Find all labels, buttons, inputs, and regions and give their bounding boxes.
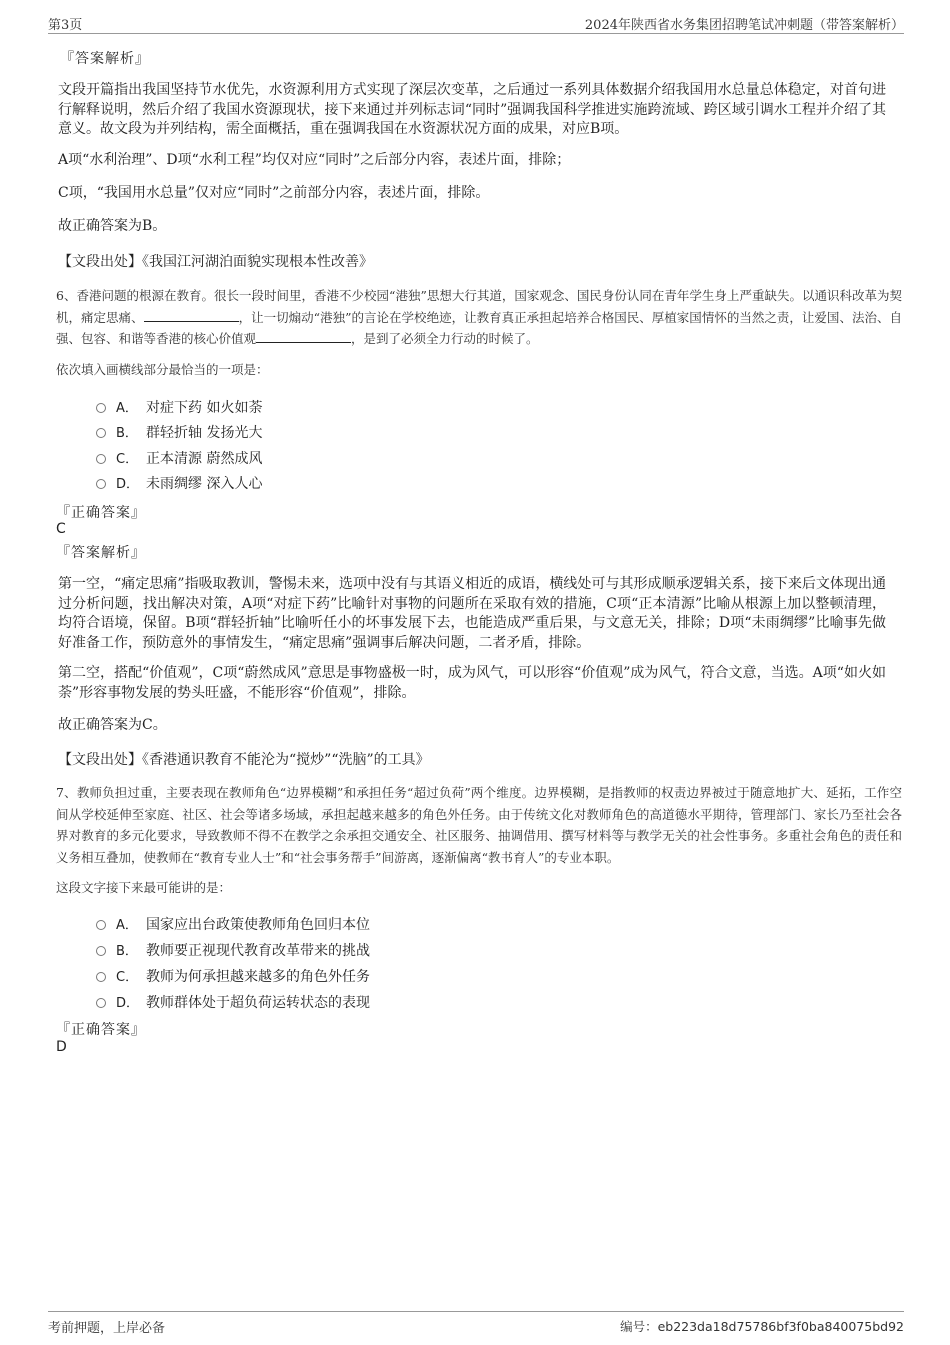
- q6-analysis-label: 『答案解析』: [56, 545, 146, 561]
- q5-analysis-p2: A项“水利治理”、D项“水利工程”均仅对应“同时”之后部分内容，表述片面，排除；: [58, 152, 571, 168]
- q6-text-part1: 6、香港问题的根源在教育。很长一段时间里，香港不少校园“港独”思想大行其道，国家观念、国民身份认同在青年学生身上严重缺失。以通识科改革为契机，痛定思痛、: [56, 288, 902, 325]
- q6-blank-1: [144, 310, 239, 322]
- radio-icon[interactable]: [96, 998, 106, 1008]
- q6-conclusion: 故正确答案为C。: [58, 717, 167, 733]
- q7-prompt: 这段文字接下来最可能讲的是：: [56, 880, 232, 895]
- q5-analysis-p1: 文段开篇指出我国坚持节水优先，水资源利用方式实现了深层次变革，之后通过一系列具体数据介绍我国用水总量总体稳定，对首句进行解释说明，然后介绍了我国水资源现状，接下来通过并列标志词“同时”强调我国科学推进实施跨流域、跨区域引调水工程并介绍了其意义。故文段为并列结构，需全面概括，重在强调我国在水资源状况方面的成果，对应B项。: [58, 82, 886, 137]
- q7-answer: D: [56, 1039, 67, 1055]
- radio-icon[interactable]: [96, 920, 106, 930]
- footer-slogan: 考前押题，上岸必备: [48, 1321, 166, 1336]
- q5-conclusion: 故正确答案为B。: [58, 218, 167, 234]
- q7-question-text: 7、教师负担过重，主要表现在教师角色“边界模糊”和承担任务“超过负荷”两个维度。边界模糊，是指教师的权责边界被过于随意地扩大、延拓，工作空间从学校延伸至家庭、社区、社会等诸多场域，承担起越来越多的角色外任务。由于传统文化对教师角色的高道德水平期待，管理部门、家长乃至社会各界对教育的多元化要求，导致教师不得不在教学之余承担交通安全、社区服务、抽调借用、撰写材料等与教学无关的社会性事务。多重社会角色的责任和义务相互叠加，使教师在“教育专业人士”和“社会事务帮手”间游离，逐渐偏离“教书育人”的专业本职。: [56, 785, 902, 865]
- q6-answer: C: [56, 521, 66, 537]
- q6-blank-2: [256, 331, 351, 343]
- q6-source: 【文段出处】《香港通识教育不能沦为“搅炒”“洗脑”的工具》: [58, 752, 430, 768]
- radio-icon[interactable]: [96, 428, 106, 438]
- page-number: 第3页: [48, 18, 83, 33]
- q5-analysis-label: 『答案解析』: [60, 51, 150, 67]
- q5-analysis-p3: C项，“我国用水总量”仅对应“同时”之前部分内容，表述片面，排除。: [58, 185, 490, 201]
- radio-icon[interactable]: [96, 946, 106, 956]
- q6-prompt: 依次填入画横线部分最恰当的一项是：: [56, 362, 269, 377]
- document-title: 2024年陕西省水务集团招聘笔试冲刺题（带答案解析）: [584, 18, 904, 33]
- radio-icon[interactable]: [96, 454, 106, 464]
- radio-icon[interactable]: [96, 479, 106, 489]
- radio-icon[interactable]: [96, 972, 106, 982]
- q6-analysis-p2: 第二空，搭配“价值观”，C项“蔚然成风”意思是事物盛极一时，成为风气，可以形容“价值观”成为风气，符合文意，当选。A项“如火如荼”形容事物发展的势头旺盛，不能形容“价值观”，排除。: [58, 665, 886, 701]
- q6-text-part3: ，是到了必须全力行动的时候了。: [351, 331, 539, 346]
- q6-question-text: [56, 285, 902, 350]
- page-header: [48, 12, 904, 34]
- page-footer: [48, 1311, 904, 1337]
- document-code: 编号：eb223da18d75786bf3f0ba840075bd92: [620, 1319, 904, 1334]
- radio-icon[interactable]: [96, 403, 106, 413]
- q5-source: 【文段出处】《我国江河湖泊面貌实现根本性改善》: [58, 254, 373, 270]
- q6-answer-label: 『正确答案』: [56, 505, 146, 521]
- q6-text-part2: ，让一切煽动“港独”的言论在学校绝迹，让教育真正承担起培养合格国民、厚植家国情怀的当然之责，让爱国、法治、自强、包容、和谐等香港的核心价值观: [56, 309, 902, 346]
- q6-analysis-p1: 第一空，“痛定思痛”指吸取教训，警惕未来，选项中没有与其语义相近的成语，横线处可与其形成顺承逻辑关系，接下来后文体现出通过分析问题，找出解决对策，A项“对症下药”比喻针对事物的问题所在采取有效的措施，C项“正本清源”比喻从根源上加以整顿清理，均符合语境，保留。B项“群轻折轴”比喻听任小的坏事发展下去，也能造成严重后果，与文意无关，排除；D项“未雨绸缪”比喻事先做好准备工作，预防意外的事情发生，“痛定思痛”强调事后解决问题，二者矛盾，排除。: [58, 576, 886, 651]
- q7-answer-label: 『正确答案』: [56, 1022, 146, 1038]
